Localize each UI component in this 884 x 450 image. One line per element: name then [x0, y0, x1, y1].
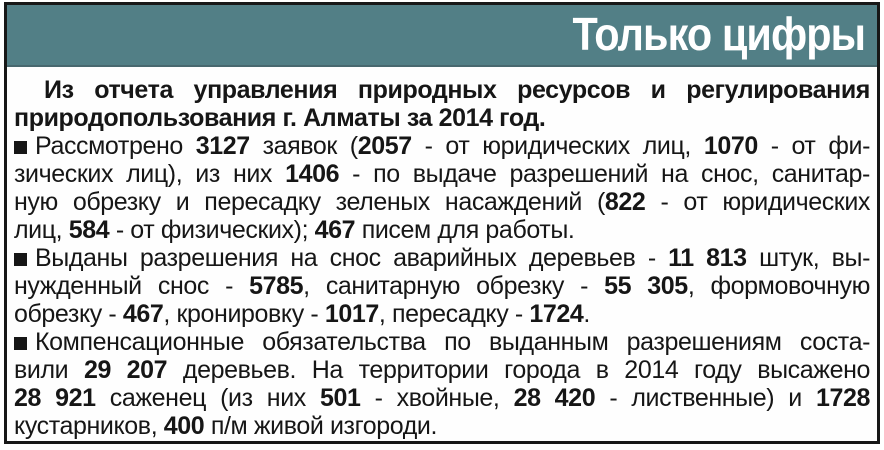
stat-number: 501: [319, 384, 361, 412]
text-line: [14, 272, 870, 300]
article-body: [7, 67, 877, 441]
text-segment: - от физических);: [109, 216, 315, 244]
text-segment: заявок (: [249, 132, 358, 160]
bullet-square-icon: [14, 337, 27, 350]
text-segment: - хвойные,: [360, 384, 514, 412]
text-segment: саженец (из них: [95, 384, 320, 412]
text-segment: штук, вы-: [746, 244, 871, 272]
text-segment: ную обрезку и пересадку зеленых насаждений (: [14, 188, 605, 216]
stat-number: 11 813: [668, 244, 747, 272]
text-segment: кустарников,: [14, 412, 164, 440]
text-segment: обрезку -: [14, 300, 123, 328]
text-segment: Компенсационные обязательства по выданным разрешениям соста-: [35, 328, 870, 356]
stat-number: 3127: [195, 132, 250, 160]
text-segment: лиц,: [14, 216, 69, 244]
text-segment: - от фи-: [757, 132, 870, 160]
stat-number: 1724: [529, 300, 584, 328]
text-segment: - от юридических лиц,: [411, 132, 704, 160]
stat-number: 1017: [324, 300, 379, 328]
text-segment: п/м живой изгороди.: [204, 412, 438, 440]
text-segment: деревьев. На территории города в 2014 году высажено: [167, 356, 870, 384]
text-segment: - от юридических: [645, 188, 870, 216]
stat-number: 28 921: [14, 384, 96, 412]
text-segment: - по выдаче разрешений на снос, санитар-: [339, 160, 870, 188]
text-line: [14, 132, 870, 160]
text-segment: нужденный снос -: [14, 272, 250, 300]
text-segment: писем для работы.: [355, 216, 575, 244]
page-title: Только цифры: [572, 8, 865, 60]
text-line: [14, 412, 870, 440]
stat-number: 1070: [703, 132, 758, 160]
stat-number: 1728: [815, 384, 870, 412]
clipping-frame: [4, 2, 880, 444]
stat-number: 1406: [285, 160, 340, 188]
text-segment: , кронировку -: [163, 300, 325, 328]
text-segment: .: [583, 300, 590, 328]
stat-number: 467: [122, 300, 164, 328]
stat-number: природопользования г. Алматы за 2014 год.: [14, 104, 546, 132]
text-segment: Рассмотрено: [35, 132, 196, 160]
text-segment: зических лиц), из них: [14, 160, 286, 188]
text-segment: вили: [14, 356, 84, 384]
stat-number: 400: [163, 412, 205, 440]
text-line: [14, 244, 870, 272]
text-line: [14, 188, 870, 216]
text-line: [14, 104, 870, 132]
text-line: [14, 216, 870, 244]
stat-number: 29 207: [83, 356, 168, 384]
stat-number: 5785: [249, 272, 304, 300]
text-segment: Выданы разрешения на снос аварийных деревьев -: [35, 244, 669, 272]
section-header: [7, 5, 877, 67]
stat-number: 55 305: [604, 272, 688, 300]
text-segment: , пересадку -: [378, 300, 530, 328]
stat-number: 28 420: [513, 384, 596, 412]
stat-number: 2057: [357, 132, 412, 160]
text-line: [14, 300, 870, 328]
text-line: [14, 384, 870, 412]
stat-number: 584: [68, 216, 110, 244]
text-segment: , санитарную обрезку -: [303, 272, 605, 300]
text-segment: - лиственные) и: [595, 384, 816, 412]
text-line: [14, 76, 870, 104]
bullet-square-icon: [14, 141, 27, 154]
stat-number: 467: [314, 216, 356, 244]
stat-number: 822: [604, 188, 646, 216]
text-segment: Из отчета управления природных ресурсов и регулирования: [44, 76, 870, 104]
text-segment: , формовочную: [687, 272, 870, 300]
text-line: [14, 356, 870, 384]
bullet-square-icon: [14, 253, 27, 266]
text-line: [14, 160, 870, 188]
text-line: [14, 328, 870, 356]
